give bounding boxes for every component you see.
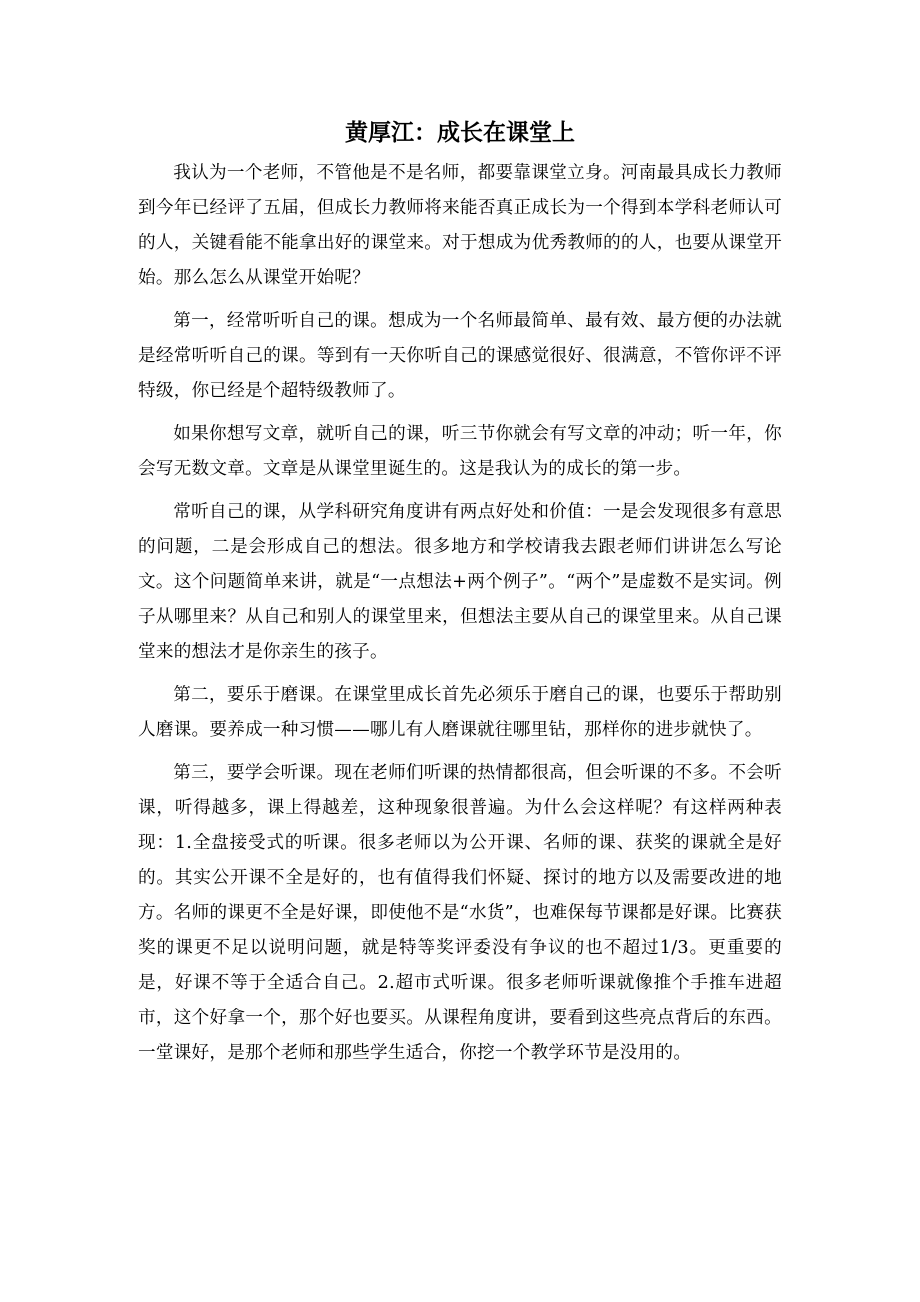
paragraph-3: 如果你想写文章，就听自己的课，听三节你就会有写文章的冲动；听一年，你会写无数文章。文章是从课堂里诞生的。这是我认为的成长的第一步。 — [138, 424, 782, 479]
paragraph-6: 第三，要学会听课。现在老师们听课的热情都很高，但会听课的不多。不会听课，听得越多，课上得越差，这种现象很普遍。为什么会这样呢？有这样两种表现：1.全盘接受式的听课。很多老师以为公开课、名师的课、获奖的课就全是好的。其实公开课不全是好的，也有值得我们怀疑、探讨的地方以及需要改进的地方。名师的课更不全是好课，即使他不是“水货”，也难保每节课都是好课。比赛获奖的课更不足以说明问题，就是特等奖评委没有争议的也不超过1/3。更重要的是，好课不等于全适合自己。2.超市式听课。很多老师听课就像推个手推车进超市，这个好拿一个，那个好也要买。从课程角度讲，要看到这些亮点背后的东西。一堂课好，是那个老师和那些学生适合，你挖一个教学环节是没用的。 — [138, 763, 782, 1063]
paragraph-4: 常听自己的课，从学科研究角度讲有两点好处和价值：一是会发现很多有意思的问题，二是会形成自己的想法。很多地方和学校请我去跟老师们讲讲怎么写论文。这个问题简单来讲，就是“一点想法+两个例子”。“两个”是虚数不是实词。例子从哪里来？从自己和别人的课堂里来，但想法主要从自己的课堂里来。从自己课堂来的想法才是你亲生的孩子。 — [138, 502, 782, 662]
paragraph-5: 第二，要乐于磨课。在课堂里成长首先必须乐于磨自己的课，也要乐于帮助别人磨课。要养成一种习惯——哪儿有人磨课就往哪里钻，那样你的进步就快了。 — [138, 685, 782, 740]
paragraph-1: 我认为一个老师，不管他是不是名师，都要靠课堂立身。河南最具成长力教师到今年已经评了五届，但成长力教师将来能否真正成长为一个得到本学科老师认可的人，关键看能不能拿出好的课堂来。对于想成为优秀教师的的人，也要从课堂开始。那么怎么从课堂开始呢？ — [138, 163, 782, 288]
document-body — [138, 156, 782, 1079]
paragraph-2: 第一，经常听听自己的课。想成为一个名师最简单、最有效、最方便的办法就是经常听听自己的课。等到有一天你听自己的课感觉很好、很满意，不管你评不评特级，你已经是个超特级教师了。 — [138, 311, 782, 401]
document-title: 黄厚江：成长在课堂上 — [345, 120, 575, 146]
